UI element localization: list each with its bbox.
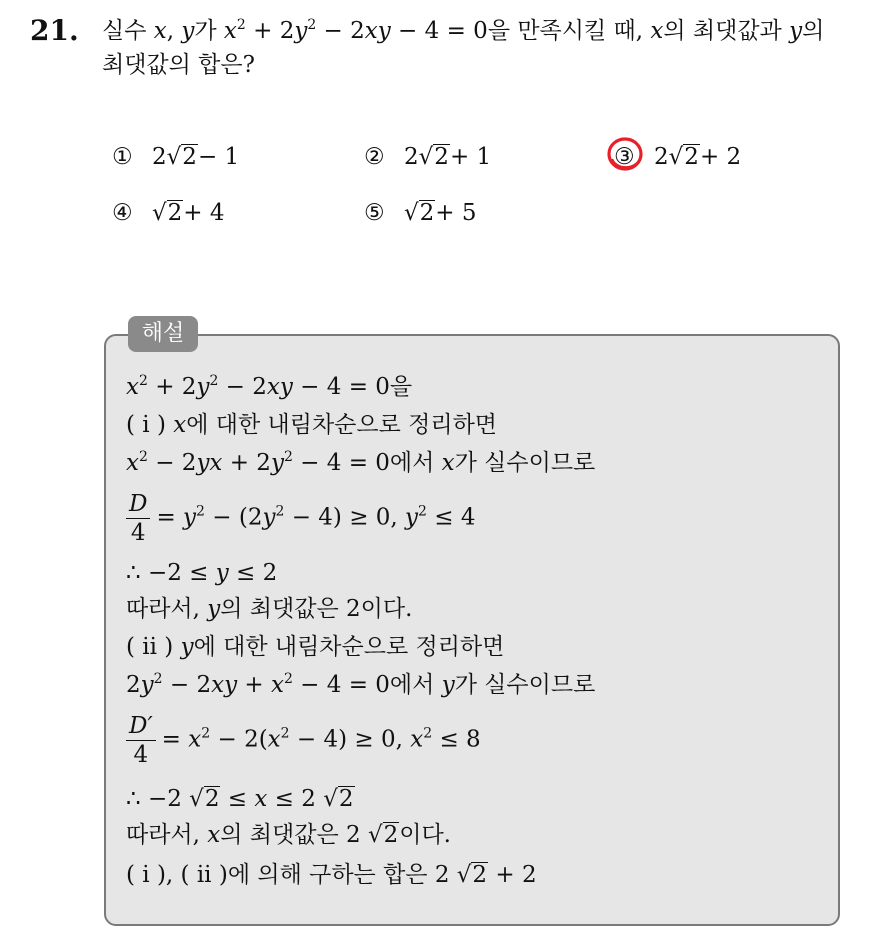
choice-number: ④ (112, 200, 133, 227)
choice-number: ③ (614, 144, 635, 171)
sqrt-symbol: √2 (152, 200, 183, 226)
sqrt-symbol: √2 (404, 200, 435, 226)
choice-2[interactable]: ② 2 √2 + 1 (364, 144, 492, 171)
solution-line-2: ( i ) x에 대한 내림차순으로 정리하면 (126, 412, 498, 438)
choice-number: ⑤ (364, 200, 385, 227)
sqrt-symbol: √2 (418, 144, 449, 170)
fraction: $\frac{D}{4}$ (126, 490, 150, 547)
choice-number: ② (364, 144, 385, 171)
sqrt-symbol: √2 (323, 786, 354, 812)
question-number: 21. (30, 14, 79, 47)
solution-line-11: 따라서, x의 최댓값은 2 √2이다. (126, 822, 451, 848)
solution-line-10: ∴ −2 √2 ≤ x ≤ 2 √2 (126, 786, 354, 812)
solution-line-9: $\frac{D'}{4}$ = $x^2 - 2(x^2 - 4) \ge 0$, $x^2 \le 8$ (126, 712, 481, 769)
choice-1[interactable]: ① 2 √2 − 1 (112, 144, 240, 171)
solution-line-3: $x^2 - 2yx + 2y^2 - 4 = 0$에서 x가 실수이므로 (126, 449, 596, 476)
choice-5[interactable]: ⑤ √2 + 5 (364, 200, 477, 227)
solution-line-5: ∴ −2 ≤ y ≤ 2 (126, 560, 278, 586)
solution-line-12: ( i ), ( ii )에 의해 구하는 합은 2 √2 + 2 (126, 862, 537, 888)
solution-tag: 해설 (128, 316, 198, 352)
solution-line-8: $2y^2 - 2xy + x^2 - 4 = 0$에서 y가 실수이므로 (126, 671, 596, 698)
sqrt-symbol: √2 (189, 786, 220, 812)
sqrt-symbol: √2 (456, 862, 488, 888)
solution-line-7: ( ii ) y에 대한 내림차순으로 정리하면 (126, 634, 505, 660)
solution-line-6: 따라서, y의 최댓값은 2이다. (126, 596, 413, 622)
sqrt-symbol: √2 (166, 144, 197, 170)
question-line-1: 실수 x, y가 $x^2 + 2y^2 - 2xy - 4 = 0$을 만족시킬 때, x의 최댓값과 y의 (102, 17, 825, 44)
sqrt-symbol: √2 (367, 822, 399, 848)
fraction: $\frac{D'}{4}$ (126, 712, 156, 769)
sqrt-symbol: √2 (668, 144, 699, 170)
answer-circle-mark (606, 135, 646, 173)
question-line-2: 최댓값의 합은? (102, 52, 255, 78)
choice-4[interactable]: ④ √2 + 4 (112, 200, 225, 227)
choice-3[interactable]: ③ 2 √2 + 2 (614, 144, 741, 170)
solution-line-4: $\frac{D}{4}$ = $y^2 - (2y^2 - 4) \ge 0$, $y^2 \le 4$ (126, 490, 476, 547)
solution-line-1: $x^2 + 2y^2 - 2xy - 4 = 0$을 (126, 373, 413, 400)
choice-number: ① (112, 144, 133, 171)
